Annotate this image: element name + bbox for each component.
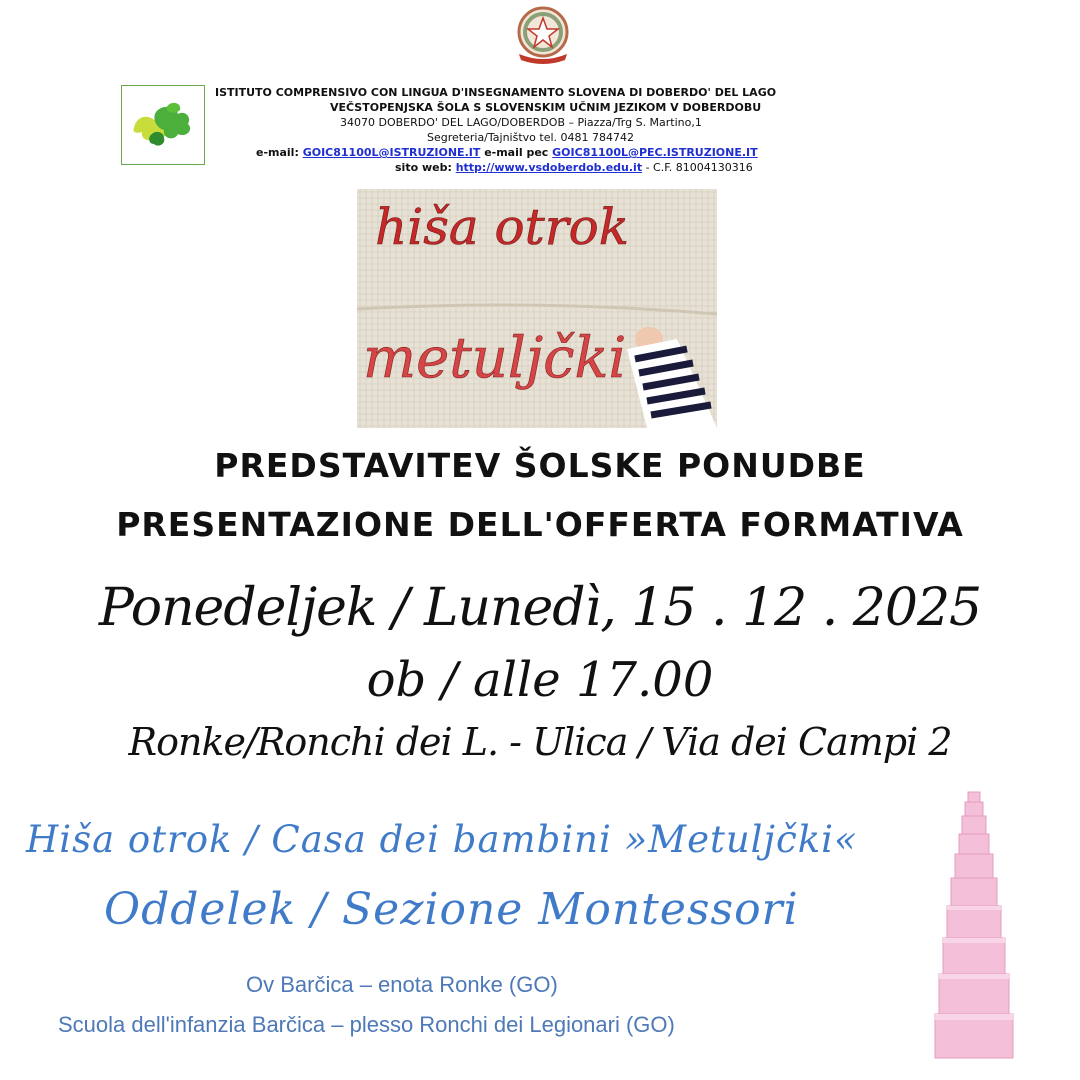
photo-word-hisa-otrok: hiša otrok — [375, 198, 630, 256]
email-line — [256, 145, 916, 160]
unit-italian: Scuola dell'infanzia Barčica – plesso Ronchi dei Legionari (GO) — [58, 1012, 675, 1037]
institute-address: 34070 DOBERDO' DEL LAGO/DOBERDOB – Piazza/Trg S. Martino,1 — [340, 116, 702, 129]
institute-name-slovene: VEČSTOPENJSKA ŠOLA S SLOVENSKIM UČNIM JEZIKOM V DOBERDOBU — [330, 101, 762, 114]
website-line — [395, 160, 1055, 175]
event-date: Ponedeljek / Lunedì, 15 . 12 . 2025 — [98, 578, 982, 638]
republic-emblem-icon — [513, 4, 573, 68]
montessori-pink-tower-icon — [928, 788, 1028, 1060]
pec-label: e-mail pec — [480, 146, 553, 159]
leaf-logo-icon — [122, 86, 204, 164]
heading-italian: PRESENTAZIONE DELL'OFFERTA FORMATIVA — [116, 505, 964, 544]
event-time: ob / alle 17.00 — [366, 652, 714, 708]
school-name-line: Hiša otrok / Casa dei bambini »Metuljčki« — [26, 818, 858, 861]
institute-name-italian: ISTITUTO COMPRENSIVO CON LINGUA D'INSEGNAMENTO SLOVENA DI DOBERDO' DEL LAGO — [215, 86, 777, 99]
institute-phone: Segreteria/Tajništvo tel. 0481 784742 — [427, 131, 635, 144]
heading-slovene: PREDSTAVITEV ŠOLSKE PONUDBE — [214, 446, 866, 485]
email-link[interactable]: GOIC81100L@ISTRUZIONE.IT — [302, 146, 481, 159]
unit-slovene: Ov Barčica – enota Ronke (GO) — [246, 972, 558, 997]
website-label: sito web: — [395, 161, 456, 174]
event-address: Ronke/Ronchi dei L. - Ulica / Via dei Campi 2 — [128, 720, 952, 764]
website-link[interactable]: http://www.vsdoberdob.edu.it — [455, 161, 643, 174]
pec-email-link[interactable]: GOIC81100L@PEC.ISTRUZIONE.IT — [552, 146, 758, 159]
photo-word-metuljcki: metuljčki — [363, 326, 627, 391]
tax-code: - C.F. 81004130316 — [642, 161, 753, 174]
school-logo — [121, 85, 205, 165]
email-label: e-mail: — [256, 146, 303, 159]
section-name-line: Oddelek / Sezione Montessori — [104, 884, 799, 935]
felt-letters-photo — [357, 189, 717, 428]
